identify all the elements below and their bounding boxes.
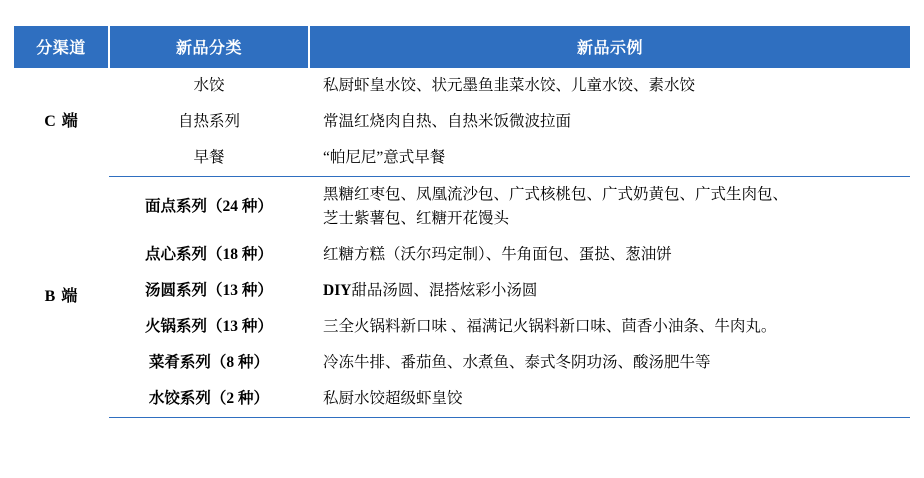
examples-cell <box>309 104 910 140</box>
examples-line: 私厨水饺超级虾皇饺 <box>323 390 463 408</box>
examples-cell <box>309 177 910 238</box>
document-sheet <box>0 26 924 478</box>
channel-cell-c: C 端 <box>44 112 79 130</box>
category-cell: 水饺 <box>193 77 225 94</box>
column-header-category: 新品分类 <box>109 26 309 68</box>
examples-line: 甜品汤圆、混搭炫彩小汤圆 <box>351 282 538 300</box>
table-header <box>14 26 910 68</box>
examples-line: 红糖方糕（沃尔玛定制）、牛角面包、蛋挞、葱油饼 <box>323 246 672 264</box>
table-row <box>14 68 910 104</box>
column-header-channel: 分渠道 <box>14 26 109 68</box>
examples-cell <box>309 237 910 273</box>
examples-line: 常温红烧肉自热、自热米饭微波拉面 <box>323 113 572 131</box>
new-product-table <box>14 26 910 418</box>
examples-cell <box>309 345 910 381</box>
examples-bold-prefix: DIY <box>323 282 352 300</box>
table-row <box>14 381 910 418</box>
table-row <box>14 345 910 381</box>
examples-line: 冷冻牛排、番茄鱼、水煮鱼、泰式冬阴功汤、酸汤肥牛等 <box>323 354 711 372</box>
examples-cell <box>309 381 910 418</box>
category-cell: 菜肴系列（8 种） <box>148 354 270 372</box>
category-cell: 自热系列 <box>177 113 240 131</box>
table-row <box>14 104 910 140</box>
examples-cell <box>309 68 910 104</box>
table-body <box>14 68 910 418</box>
table-row <box>14 237 910 273</box>
examples-line: “帕尼尼”意式早餐 <box>323 149 446 167</box>
examples-cell <box>309 309 910 345</box>
table-row <box>14 177 910 238</box>
examples-cell <box>309 273 910 309</box>
table-row <box>14 140 910 177</box>
category-cell: 点心系列（18 种） <box>145 246 273 264</box>
table-row <box>14 309 910 345</box>
examples-cell <box>309 140 910 177</box>
category-cell: 水饺系列（2 种） <box>109 381 309 418</box>
table-row <box>14 273 910 309</box>
category-cell: 早餐 <box>109 140 309 177</box>
category-cell: 面点系列（24 种） <box>145 198 273 216</box>
category-cell: 火锅系列（13 种） <box>145 318 273 336</box>
column-header-examples: 新品示例 <box>309 26 910 68</box>
category-cell: 汤圆系列（13 种） <box>145 282 273 300</box>
examples-line: 私厨虾皇水饺、状元墨鱼韭菜水饺、儿童水饺、素水饺 <box>323 77 696 94</box>
table-header-row <box>14 26 910 68</box>
examples-line: 三全火锅料新口味 、福满记火锅料新口味、茴香小油条、牛肉丸。 <box>323 318 777 336</box>
examples-line: 黑糖红枣包、凤凰流沙包、广式核桃包、广式奶黄包、广式生肉包、 <box>323 186 789 204</box>
channel-cell-b: B 端 <box>44 287 79 305</box>
examples-line: 芝士紫薯包、红糖开花馒头 <box>323 210 510 228</box>
